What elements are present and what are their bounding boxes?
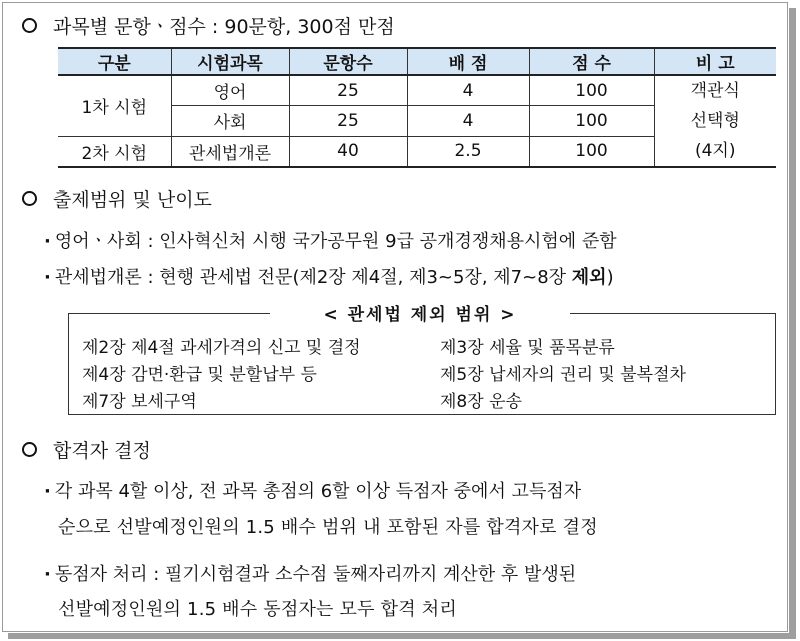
excluded-item: 제8장 운송: [440, 392, 522, 412]
circle-bullet-icon: [22, 18, 37, 33]
circle-bullet-icon: [22, 442, 37, 457]
excluded-item: 제3장 세율 및 품목분류: [440, 338, 615, 358]
bullet-bold-text: 제외: [571, 267, 607, 288]
section1-heading-text: 과목별 문항ㆍ점수 : 90문항, 300점 만점: [53, 16, 395, 38]
cell-points-each: 2.5: [407, 136, 529, 167]
note-line: (4지): [694, 141, 736, 161]
header-points-each: 배 점: [407, 48, 529, 75]
header-category: 구분: [58, 48, 171, 75]
circle-bullet-icon: [22, 191, 37, 206]
table-header-row: [58, 48, 776, 75]
header-total: 점 수: [529, 48, 654, 75]
section2-heading: [22, 185, 212, 212]
frame-shadow-right: [789, 8, 796, 638]
excluded-scope-title: < 관세법 제외 범위 >: [270, 300, 570, 325]
cell-questions: 25: [289, 75, 407, 106]
bullet-text: 영어ㆍ사회 : 인사혁신처 시행 국가공무원 9급 공개경쟁채용시험에 준함: [54, 231, 617, 252]
section1-heading: [22, 12, 395, 39]
bullet-text: 각 과목 4할 이상, 전 과목 총점의 6할 이상 득점자 중에서 고득점자: [54, 481, 582, 502]
cell-note: [654, 75, 776, 167]
scope-bullet-customs-law: · 관세법개론 : 현행 관세법 전문(제2장 제4절, 제3~5장, 제7~8장 제외): [44, 267, 614, 288]
note-line: 선택형: [690, 111, 740, 131]
header-note: 비 고: [654, 48, 776, 75]
section3-heading: [22, 436, 151, 463]
note-line: 객관식: [690, 81, 740, 101]
round1-label: 1차 시험: [58, 75, 171, 136]
tie-handling-line2: 선발예정인원의 1.5 배수 동점자는 모두 합격 처리: [58, 599, 457, 620]
cell-total: 100: [529, 106, 654, 136]
pass-criteria-line2: 순으로 선발예정인원의 1.5 배수 범위 내 포함된 자를 합격자로 결정: [58, 517, 598, 538]
section3-heading-text: 합격자 결정: [53, 440, 151, 462]
header-subject: 시험과목: [171, 48, 289, 75]
cell-questions: 25: [289, 106, 407, 136]
tie-handling-bullet: · 동점자 처리 : 필기시험결과 소수점 둘째자리까지 계산한 후 발생된: [44, 564, 577, 585]
cell-subject: 영어: [171, 75, 289, 106]
excluded-item: 제5장 납세자의 권리 및 불복절차: [440, 365, 686, 385]
section2-heading-text: 출제범위 및 난이도: [53, 189, 212, 211]
frame-shadow-bottom: [8, 633, 796, 639]
subjects-table: [58, 47, 776, 168]
cell-points-each: 4: [407, 75, 529, 106]
header-questions: 문항수: [289, 48, 407, 75]
excluded-item: 제4장 감면·환급 및 분할납부 등: [82, 365, 317, 385]
round2-label: 2차 시험: [58, 136, 171, 167]
scope-bullet-english-social: · 영어ㆍ사회 : 인사혁신처 시행 국가공무원 9급 공개경쟁채용시험에 준함: [44, 231, 617, 252]
cell-points-each: 4: [407, 106, 529, 136]
table-row: [58, 75, 776, 106]
bullet-text: 동점자 처리 : 필기시험결과 소수점 둘째자리까지 계산한 후 발생된: [54, 564, 577, 585]
cell-subject: 사회: [171, 106, 289, 136]
bullet-text: 관세법개론 : 현행 관세법 전문(제2장 제4절, 제3~5장, 제7~8장: [54, 267, 572, 288]
cell-total: 100: [529, 75, 654, 106]
pass-criteria-bullet: · 각 과목 4할 이상, 전 과목 총점의 6할 이상 득점자 중에서 고득점자: [44, 481, 582, 502]
cell-questions: 40: [289, 136, 407, 167]
bullet-text-end: ): [606, 267, 614, 288]
cell-subject: 관세법개론: [171, 136, 289, 167]
excluded-item: 제7장 보세구역: [82, 392, 197, 412]
excluded-item: 제2장 제4절 과세가격의 신고 및 결정: [82, 338, 361, 358]
cell-total: 100: [529, 136, 654, 167]
